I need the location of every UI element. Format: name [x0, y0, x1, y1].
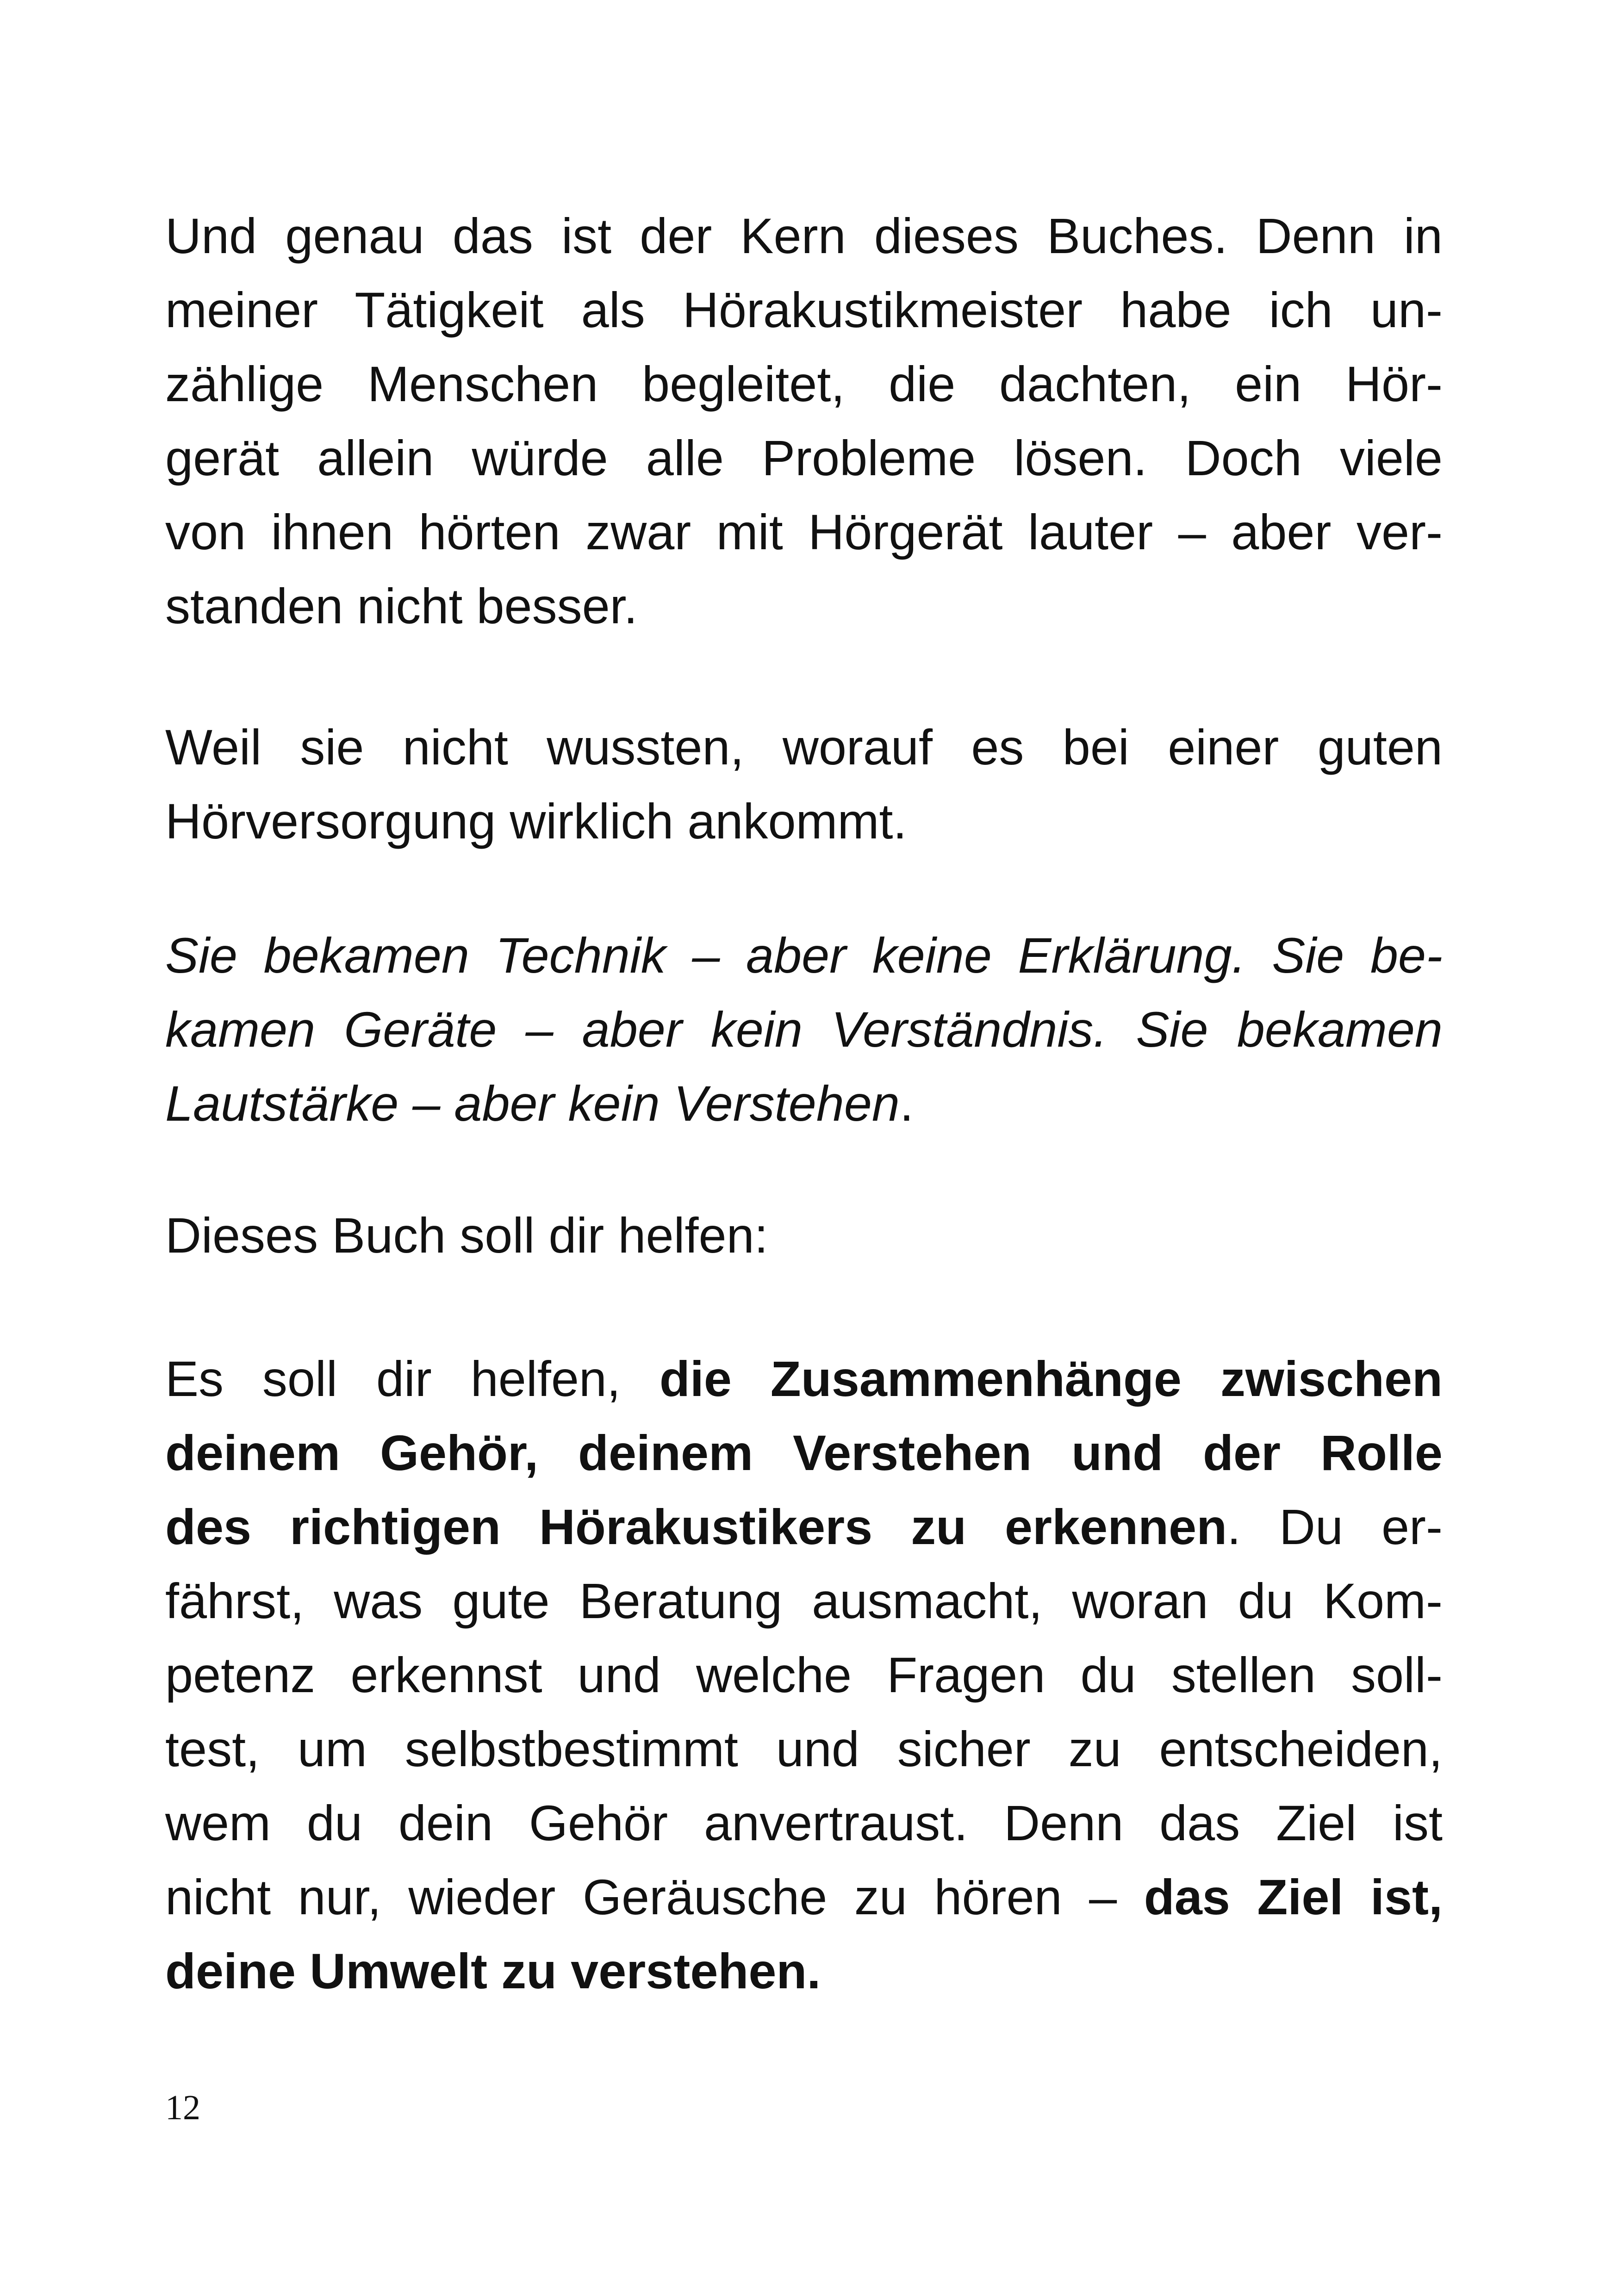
paragraph-1-line: gerät allein würde alle Probleme lösen. Doch viele [165, 430, 1443, 486]
paragraph-1-line: Und genau das ist der Kern dieses Buches. Denn in [165, 208, 1443, 264]
paragraph-5-line: wem du dein Gehör anvertraust. Denn das Ziel ist [165, 1795, 1443, 1851]
paragraph-5-bold-text: die Zusammenhänge zwischen [659, 1351, 1443, 1407]
paragraph-5-line: fährst, was gute Beratung ausmacht, woran du Kom- [165, 1573, 1443, 1629]
paragraph-2-line: Weil sie nicht wussten, worauf es bei einer guten [165, 719, 1443, 775]
paragraph-5-bold-text: das Ziel ist, [1144, 1869, 1443, 1925]
paragraph-2-line: Hörversorgung wirklich ankommt. [165, 793, 907, 849]
paragraph-2 [165, 710, 1443, 858]
paragraph-3-line: kamen Geräte – aber kein Verständnis. Sie bekamen [165, 1001, 1443, 1057]
paragraph-3 [165, 918, 1443, 1141]
paragraph-3-period: . [900, 1075, 914, 1131]
paragraph-5-line [165, 1860, 1443, 1934]
paragraph-5-line: deine Umwelt zu verstehen. [165, 1943, 821, 1999]
paragraph-3-line: Sie bekamen Technik – aber keine Erklärung. Sie be- [165, 927, 1443, 983]
paragraph-5-line: test, um selbstbestimmt und sicher zu entscheiden, [165, 1721, 1443, 1777]
paragraph-1-line: standen nicht besser. [165, 578, 638, 634]
paragraph-3-last-line [165, 1067, 1443, 1141]
paragraph-5-regular-text: nicht nur, wieder Geräusche zu hören – [165, 1869, 1144, 1925]
paragraph-3-line: Lautstärke – aber kein Verstehen [165, 1075, 900, 1131]
paragraph-5-line: deinem Gehör, deinem Verstehen und der Rolle [165, 1425, 1443, 1481]
paragraph-1-line: von ihnen hörten zwar mit Hörgerät lauter – aber ver- [165, 504, 1443, 560]
paragraph-1 [165, 199, 1443, 643]
paragraph-5-line: petenz erkennst und welche Fragen du stellen soll- [165, 1647, 1443, 1703]
paragraph-5-regular-text: . Du er- [1227, 1499, 1443, 1555]
paragraph-5-line [165, 1490, 1443, 1564]
page-number: 12 [165, 2088, 200, 2127]
paragraph-5-regular-text: Es soll dir helfen, [165, 1351, 660, 1407]
paragraph-1-line: meiner Tätigkeit als Hörakustikmeister habe ich un- [165, 282, 1443, 338]
paragraph-1-line: zählige Menschen begleitet, die dachten, ein Hör- [165, 356, 1443, 412]
paragraph-4 [165, 1198, 1443, 1272]
paragraph-5-line [165, 1342, 1443, 1416]
paragraph-5 [165, 1342, 1443, 2008]
paragraph-4-line: Dieses Buch soll dir helfen: [165, 1207, 768, 1263]
paragraph-5-bold-text: des richtigen Hörakustikers zu erkennen [165, 1499, 1227, 1555]
